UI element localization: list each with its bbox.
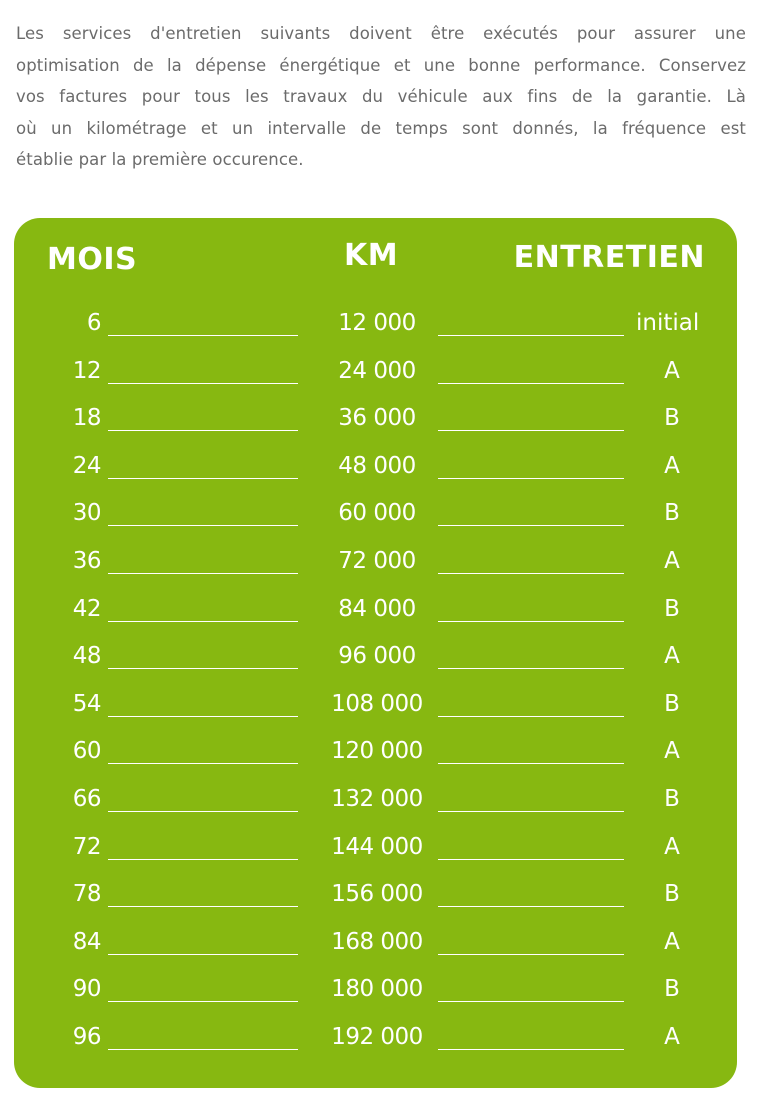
row-divider-line [108,525,298,526]
row-divider-line [108,1001,298,1002]
row-divider-line [438,763,624,764]
row-mois: 66 [72,785,101,812]
row-entretien: B [664,785,680,812]
row-mois: 48 [72,643,101,670]
header-mois: MOIS [47,242,138,277]
row-divider-line [438,525,624,526]
row-entretien: B [664,500,680,527]
row-divider-line [108,383,298,384]
schedule-row [14,976,737,1024]
intro-line: vos factures pour tous les travaux du véhicule aux fins de la garantie. Là [16,87,746,106]
row-mois: 42 [72,595,101,622]
row-entretien: A [664,643,680,670]
row-mois: 78 [72,881,101,908]
row-divider-line [108,478,298,479]
row-entretien: A [664,452,680,479]
row-divider-line [438,954,624,955]
schedule-row [14,643,737,691]
row-mois: 60 [72,738,101,765]
row-entretien: A [664,833,680,860]
row-entretien: A [664,928,680,955]
row-km: 72 000 [338,547,416,574]
row-km: 60 000 [338,500,416,527]
row-divider-line [108,763,298,764]
row-entretien: A [664,1023,680,1050]
header-km: KM [344,238,399,273]
row-divider-line [108,668,298,669]
row-mois: 72 [72,833,101,860]
row-divider-line [438,668,624,669]
row-entretien: initial [636,310,700,336]
header-entretien: ENTRETIEN [513,240,705,275]
intro-line: où un kilométrage et un intervalle de temps sont donnés, la fréquence est [16,118,746,138]
maintenance-schedule-panel [14,218,737,1088]
row-km: 108 000 [331,690,423,717]
row-divider-line [438,430,624,431]
row-divider-line [108,716,298,717]
row-km: 156 000 [331,881,423,908]
row-km: 168 000 [331,928,423,955]
row-divider-line [438,811,624,812]
row-divider-line [108,573,298,574]
row-km: 132 000 [331,785,423,812]
row-mois: 90 [72,976,101,1003]
row-km: 96 000 [338,643,416,670]
row-entretien: A [664,357,680,384]
row-km: 12 000 [338,310,416,336]
row-divider-line [438,383,624,384]
intro-line: optimisation de la dépense énergétique et une bonne performance. Conservez [16,55,746,75]
row-divider-line [438,573,624,574]
schedule-row [14,548,737,596]
row-mois: 54 [72,690,101,717]
row-mois: 24 [72,452,101,479]
row-entretien: A [664,547,680,574]
row-km: 144 000 [331,833,423,860]
row-mois: 84 [72,928,101,955]
row-mois: 36 [72,547,101,574]
row-divider-line [108,859,298,860]
schedule-row [14,1024,737,1072]
row-divider-line [438,906,624,907]
row-divider-line [108,621,298,622]
row-km: 180 000 [331,976,423,1003]
schedule-row [14,929,737,977]
row-divider-line [108,906,298,907]
schedule-row [14,405,737,453]
intro-line: Les services d'entretien suivants doivent être exécutés pour assurer une [16,24,746,43]
row-mois: 30 [72,500,101,527]
row-divider-line [438,859,624,860]
row-mois: 18 [72,405,101,432]
row-divider-line [438,1001,624,1002]
row-divider-line [108,430,298,431]
intro-paragraph [16,18,746,176]
schedule-row [14,738,737,786]
row-km: 84 000 [338,595,416,622]
row-divider-line [438,716,624,717]
schedule-row [14,310,737,358]
row-mois: 12 [72,357,101,384]
schedule-row [14,453,737,501]
row-mois: 6 [86,310,101,336]
row-divider-line [438,335,624,336]
row-km: 48 000 [338,452,416,479]
row-divider-line [108,954,298,955]
schedule-row [14,596,737,644]
row-divider-line [108,335,298,336]
row-divider-line [108,811,298,812]
row-km: 24 000 [338,357,416,384]
row-entretien: B [664,405,680,432]
row-km: 120 000 [331,738,423,765]
schedule-row [14,691,737,739]
row-km: 192 000 [331,1023,423,1050]
row-entretien: B [664,690,680,717]
row-mois: 96 [72,1023,101,1050]
intro-line: établie par la première occurence. [16,150,304,169]
row-divider-line [438,478,624,479]
row-entretien: B [664,595,680,622]
schedule-row [14,500,737,548]
schedule-row [14,881,737,929]
row-divider-line [438,1049,624,1050]
schedule-row [14,834,737,882]
row-km: 36 000 [338,405,416,432]
schedule-row [14,358,737,406]
row-entretien: A [664,738,680,765]
schedule-row [14,786,737,834]
row-divider-line [108,1049,298,1050]
row-entretien: B [664,881,680,908]
row-divider-line [438,621,624,622]
schedule-rows [14,310,737,1072]
row-entretien: B [664,976,680,1003]
